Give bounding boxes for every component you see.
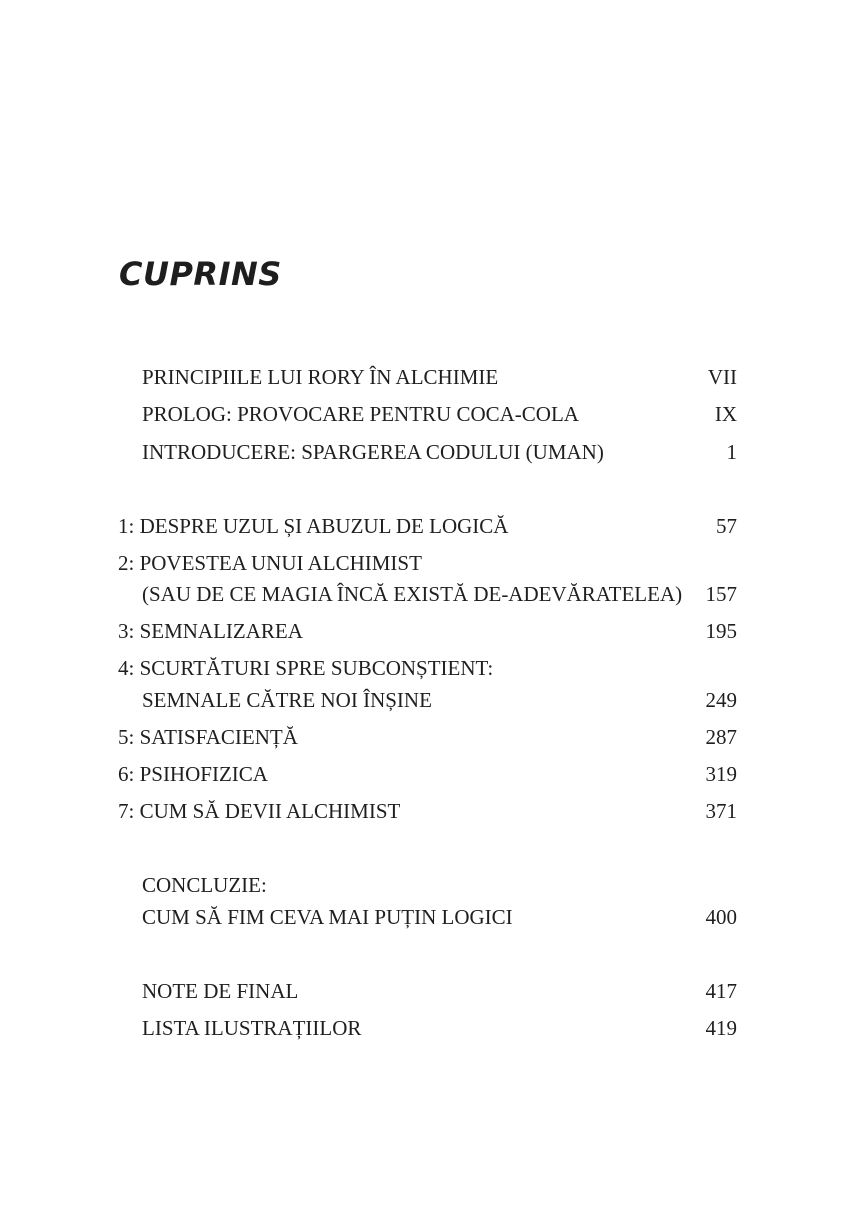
toc-entry-concluzie-subtitle[interactable] xyxy=(0,901,856,933)
toc-entry-lista-ilustratiilor[interactable] xyxy=(0,1012,856,1044)
toc-entry-concluzie[interactable] xyxy=(0,869,856,901)
toc-entry-label: 1: DESPRE UZUL ȘI ABUZUL DE LOGICĂ xyxy=(118,514,509,538)
toc-entry-label: (SAU DE CE MAGIA ÎNCĂ EXISTĂ DE-ADEVĂRATELEA) xyxy=(142,582,683,606)
toc-entry-note-de-final[interactable] xyxy=(0,975,856,1007)
toc-entry-page: 1 xyxy=(726,440,737,464)
toc-entry-label: INTRODUCERE: SPARGEREA CODULUI (UMAN) xyxy=(142,440,604,464)
toc-entry-page: 319 xyxy=(705,762,737,786)
toc-entry-page: 400 xyxy=(705,905,737,929)
toc-entry-page: VII xyxy=(707,365,737,389)
toc-entry-label: 7: CUM SĂ DEVII ALCHIMIST xyxy=(118,799,401,823)
toc-entry-chapter-3[interactable] xyxy=(0,615,856,647)
toc-entry-page: 157 xyxy=(705,582,737,606)
toc-entry-label: CUM SĂ FIM CEVA MAI PUȚIN LOGICI xyxy=(142,905,513,929)
toc-entry-page: 419 xyxy=(705,1016,737,1040)
toc-entry-chapter-4[interactable] xyxy=(0,652,856,684)
toc-entry-page: 287 xyxy=(705,725,737,749)
toc-entry-page: 417 xyxy=(705,979,737,1003)
toc-entry-chapter-5[interactable] xyxy=(0,721,856,753)
toc-entry-label: NOTE DE FINAL xyxy=(142,979,299,1003)
toc-entry-label: 5: SATISFACIENȚĂ xyxy=(118,725,298,749)
toc-entry-label: 4: SCURTĂTURI SPRE SUBCONȘTIENT: xyxy=(118,656,494,680)
toc-entry-chapter-6[interactable] xyxy=(0,758,856,790)
toc-entry-page: 195 xyxy=(705,619,737,643)
toc-entry-chapter-2[interactable] xyxy=(0,547,856,579)
toc-entry-page: IX xyxy=(714,402,737,426)
toc-entry-page: 249 xyxy=(705,688,737,712)
toc-entry-label: PROLOG: PROVOCARE PENTRU COCA-COLA xyxy=(142,402,579,426)
toc-entry-label: 6: PSIHOFIZICA xyxy=(118,762,268,786)
toc-entry-label: 2: POVESTEA UNUI ALCHIMIST xyxy=(118,551,422,575)
toc-entry-chapter-4-subtitle[interactable] xyxy=(0,684,856,716)
toc-entry-label: LISTA ILUSTRAȚIILOR xyxy=(142,1016,362,1040)
page-title: CUPRINS xyxy=(119,255,282,293)
toc-entry-page: 57 xyxy=(716,514,737,538)
toc-entry-prolog[interactable] xyxy=(0,398,856,430)
toc-entry-label: PRINCIPIILE LUI RORY ÎN ALCHIMIE xyxy=(142,365,499,389)
toc-entry-chapter-1[interactable] xyxy=(0,510,856,542)
toc-entry-page: 371 xyxy=(705,799,737,823)
toc-entry-chapter-2-subtitle[interactable] xyxy=(0,578,856,610)
toc-entry-label: SEMNALE CĂTRE NOI ÎNȘINE xyxy=(142,688,432,712)
toc-entry-introducere[interactable] xyxy=(0,436,856,468)
toc-entry-label: 3: SEMNALIZAREA xyxy=(118,619,303,643)
toc-entry-chapter-7[interactable] xyxy=(0,795,856,827)
toc-entry-label: CONCLUZIE: xyxy=(142,873,267,897)
toc-entry-principii[interactable] xyxy=(0,361,856,393)
